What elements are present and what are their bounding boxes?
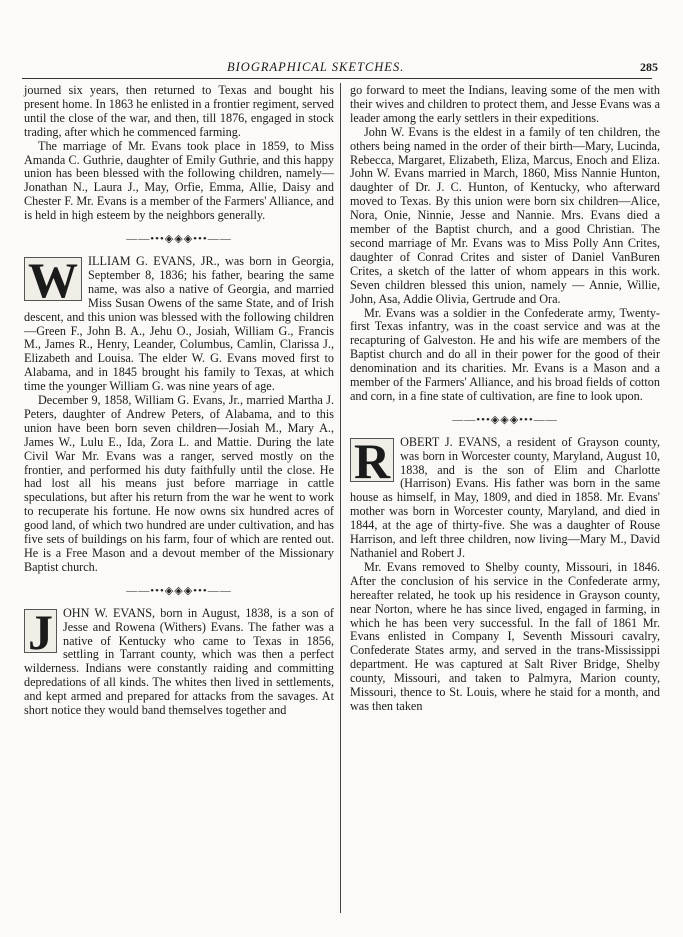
sketch-robert-j-evans [350,432,660,561]
section-ornament: ——•••◈◈◈•••—— [126,584,232,597]
paragraph: go forward to meet the Indians, leaving some of the men with their wives and children to protect them, and Jesse Evans was a leader among the early settlers in their expeditions. [350,83,660,125]
paragraph: Mr. Evans removed to Shelby county, Missouri, in 1846. After the conclusion of his service in the Confederate army, hereafter related, he took up his residence in Grayson county, near Norton, where he has since lived, engaged in farming, in which he has been very successful. In the fall of 1861 Mr. Evans enlisted in Company I, Seventh Missouri cavalry, Confederate States army, and served in the trans-Mississippi department. He was captured at Salt River Bridge, Shelby county, Missouri, and taken to Palmyra, Marion county, Missouri, thence to St. Louis, where he staid for a month, and was then taken [350,559,660,713]
paragraph: The marriage of Mr. Evans took place in 1859, to Miss Amanda C. Guthrie, daughter of Emily Guthrie, and this happy union has been blessed with the following children, namely— Jonathan N., Laura J., May, Orfie, Emma, Allie, Daisy and Chester F. Mr. Evans is a member of the Farmers' Alliance, and is held in high esteem by the neighbors generally. [24,138,334,223]
page-number: 285 [640,60,658,74]
page-header [22,60,658,80]
sketch-john-w-evans [24,603,334,718]
sketch-william-g-evans [24,251,334,394]
paragraph: Mr. Evans was a soldier in the Confederate army, Twenty-first Texas infantry, was in the coast service and was at the recapturing of Galveston. He and his wife are members of the Baptist church and do all in their power for the good of their denomination and its charities. Mr. Evans is a Mason and a member of the Farmers' Alliance, and his broad fields of cotton and corn, in a fine state of cultivation, are fine to look upon. [350,305,660,403]
drop-cap: J [24,609,57,653]
paragraph: OHN W. EVANS, born in August, 1838, is a son of Jesse and Rowena (Withers) Evans. The father was a native of Kentucky who came to Texas in 1856, settling in Tarrant county, which was then a perfect wilderness. Indians were constantly raiding and committing depredations of all kinds. The whites then lived in settlements, and kept armed and prepared for attacks from the savages. At short notice they would band themselves together and [24,605,334,718]
running-head: BIOGRAPHICAL SKETCHES. [227,60,405,74]
drop-cap: W [24,257,82,301]
left-column [24,84,334,718]
header-rule [22,78,652,79]
section-ornament: ——•••◈◈◈•••—— [452,413,558,426]
paragraph: OBERT J. EVANS, a resident of Grayson county, was born in Worcester county, Maryland, August 10, 1838, and is the son of Elim and Charlotte (Harrison) Evans. His father was born in the same house as himself, in May, 1809, and died in 1858. Mr. Evans' mother was born in Worcester county, Maryland, and died in 1844, at the age of thirty-five. She was a daughter of Rouse Harrison, and left three children, now living—Mary M., David Nathaniel and Robert J. [350,434,660,560]
drop-cap: R [350,438,394,482]
paragraph: December 9, 1858, William G. Evans, Jr., married Martha J. Peters, daughter of Andrew Peters, of Alabama, and to this union have been born seven children—Josiah M., Mary A., James W., Lulu E., Ida, Zora L. and Mattie. During the late Civil War Mr. Evans was a ranger, served mostly on the frontier, and performed his duty faithfully until the close. He had lost all his means just before marriage in cattle speculations, but after his return from the war he went to work to recuperate his fortune. He now owns six hundred acres of good land, of which two hundred are under cultivation, and has five sets of buildings on his farm, four of which are rented out. He is a Free Mason and a devout member of the Missionary Baptist church. [24,393,334,574]
paragraph: John W. Evans is the eldest in a family of ten children, the others being named in the order of their birth—Mary, Lucinda, Rebecca, Margaret, Elizabeth, Eliza, Marcus, Enoch and Eliza. John W. Evans married in March, 1860, Miss Nannie Hunton, daughter of Dr. J. C. Hunton, of Kentucky, who afterward moved to Texas. By this union were born six children—Alice, Nora, Onie, Ninnie, Jesse and Nannie. Mrs. Evans died a member of the Baptist church, and a good Christian. The second marriage of Mr. Evans was to Miss Polly Ann Crites, daughter of Conrad Crites and sister of Daniel VanBuren Crites, a sketch of the latter of whom appears in this work. Seven children blessed this union, namely — Annie, Willie, John, Asa, Addie Olivia, Gertrude and Ora. [350,124,660,306]
column-divider [340,83,341,913]
right-column [350,84,660,714]
paragraph: journed six years, then returned to Texas and bought his present home. In 1863 he enlisted in a frontier regiment, served until the close of the war, and then, till 1876, engaged in stock trading, after which he commenced farming. [24,83,334,139]
paragraph: ILLIAM G. EVANS, JR., was born in Georgia, September 8, 1836; his father, bearing the same name, was also a native of Georgia, and married Miss Susan Owens of the same State, and of Irish descent, and this union was blessed with the following children—Green F., John B. A., Jehu O., Josiah, William G., Francis M., James R., Henry, Leander, Columbus, Camlin, Clarissa J., Elizabeth and Louisa. The elder W. G. Evans moved first to Alabama, and in 1845 brought his family to Texas, at which time the younger William G. was nine years of age. [24,253,334,394]
section-ornament: ——•••◈◈◈•••—— [126,233,232,246]
